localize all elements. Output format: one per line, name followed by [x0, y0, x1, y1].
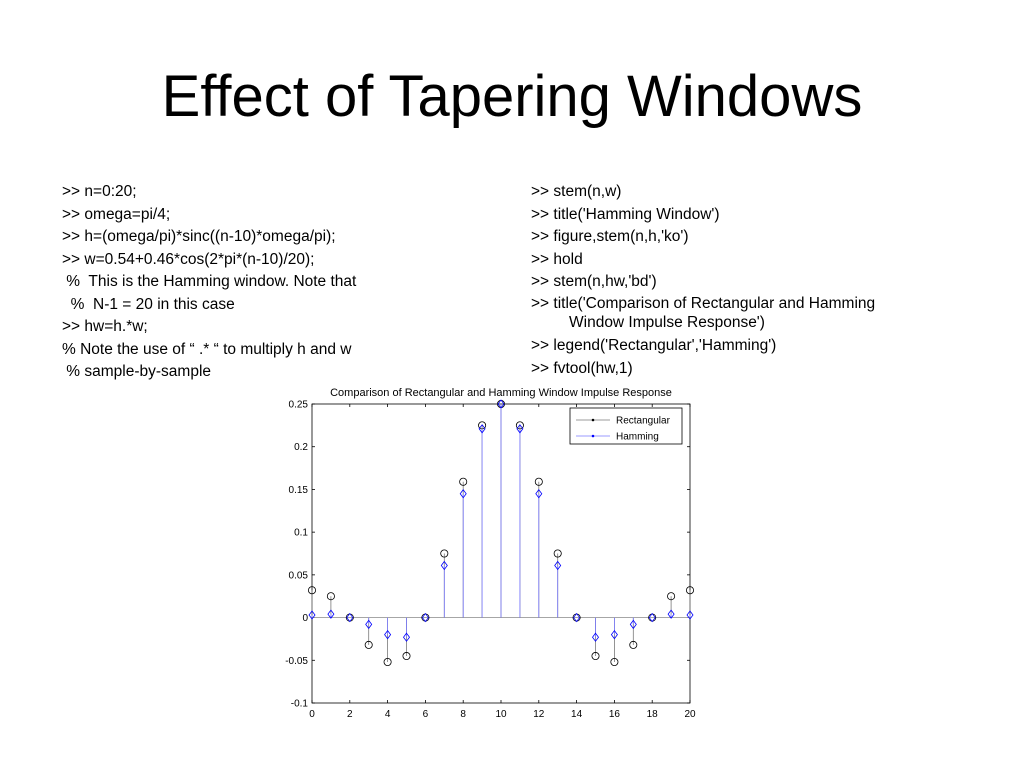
- code-line: [531, 294, 971, 332]
- code-comment: % N-1 = 20 in this case: [62, 295, 235, 313]
- code-comment: % Note the use of “ .* “ to multiply h and w: [62, 340, 352, 358]
- x-tick-label: 20: [684, 709, 696, 720]
- y-tick-label: 0.25: [288, 399, 308, 411]
- legend-marker-rectangular: [592, 419, 595, 422]
- x-tick-label: 4: [384, 709, 391, 720]
- x-tick-label: 0: [309, 709, 315, 720]
- code-line-continuation: Window Impulse Response'): [569, 313, 765, 331]
- code-line: >> omega=pi/4;: [62, 205, 171, 223]
- code-line: >> figure,stem(n,h,'ko'): [531, 228, 689, 245]
- code-block-left: [62, 181, 482, 384]
- code-block-right: [531, 181, 971, 380]
- x-tick-label: 2: [347, 709, 353, 720]
- x-tick-label: 12: [533, 709, 545, 720]
- code-comment: % This is the Hamming window. Note that: [62, 273, 357, 290]
- y-tick-label: 0.05: [288, 570, 308, 582]
- code-comment: % sample-by-sample: [62, 363, 212, 380]
- y-tick-label: -0.1: [290, 698, 308, 710]
- y-tick-label: 0: [302, 613, 308, 625]
- legend-marker-hamming: [592, 435, 595, 438]
- y-tick-label: -0.05: [285, 655, 308, 667]
- code-line: >> w=0.54+0.46*cos(2*pi*(n-10)/20);: [62, 250, 315, 268]
- slide-title: Effect of Tapering Windows: [161, 64, 863, 129]
- x-tick-label: 8: [460, 709, 466, 720]
- code-line: >> stem(n,w): [531, 183, 622, 200]
- stem-chart: [270, 380, 710, 725]
- code-line: >> hw=h.*w;: [62, 318, 148, 335]
- x-tick-label: 14: [571, 709, 583, 720]
- x-tick-label: 6: [422, 709, 429, 720]
- y-tick-label: 0.2: [294, 442, 308, 454]
- code-line-part: >> title('Comparison of Rectangular and Hamming: [531, 294, 876, 312]
- code-line: >> legend('Rectangular','Hamming'): [531, 337, 777, 354]
- code-line: >> stem(n,hw,'bd'): [531, 273, 657, 290]
- code-line: >> fvtool(hw,1): [531, 359, 633, 377]
- y-tick-label: 0.1: [294, 527, 308, 539]
- code-line: >> title('Hamming Window'): [531, 205, 720, 223]
- y-tick-label: 0.15: [288, 484, 308, 496]
- x-tick-label: 16: [608, 709, 620, 720]
- code-line: >> hold: [531, 250, 583, 268]
- x-tick-label: 18: [646, 709, 658, 720]
- x-tick-label: 10: [495, 709, 507, 720]
- code-line: >> n=0:20;: [62, 183, 137, 200]
- legend-label-rectangular: Rectangular: [616, 415, 670, 427]
- code-line: >> h=(omega/pi)*sinc((n-10)*omega/pi);: [62, 228, 336, 245]
- legend-label-hamming: Hamming: [616, 431, 659, 443]
- chart-title: Comparison of Rectangular and Hamming Window Impulse Response: [330, 387, 672, 399]
